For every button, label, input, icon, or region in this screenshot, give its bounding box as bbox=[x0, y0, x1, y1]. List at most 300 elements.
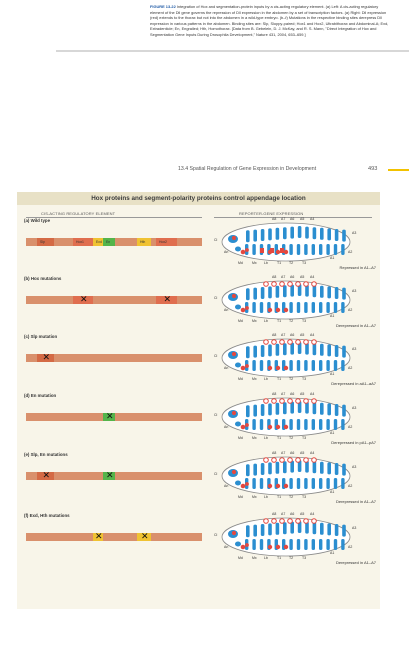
segment-label-lb: Lb bbox=[264, 377, 268, 381]
binding-site-label-hox2: Hox2 bbox=[159, 239, 167, 244]
stripe-dorsal bbox=[276, 523, 280, 535]
stripe-ventral bbox=[334, 419, 337, 430]
stripe-dorsal bbox=[327, 462, 331, 474]
stripe-dorsal bbox=[342, 230, 346, 242]
dll-spot-lb bbox=[245, 482, 249, 486]
head-antennal bbox=[235, 305, 241, 310]
segment-label-lb: Lb bbox=[264, 319, 268, 323]
stripe-ventral bbox=[319, 302, 322, 313]
head-antennal bbox=[235, 481, 241, 486]
embryo-diagram bbox=[214, 216, 364, 268]
mutation-x-mark: ✕ bbox=[141, 531, 149, 541]
dll-spot-abdomen bbox=[296, 458, 301, 463]
stripe-ventral bbox=[334, 478, 337, 489]
dll-spot-lb bbox=[245, 364, 249, 368]
stripe-ventral bbox=[319, 419, 322, 430]
dll-spot-head bbox=[232, 352, 236, 356]
figure-title: Hox proteins and segment-polarity proteins control appendage location bbox=[91, 195, 306, 202]
binding-site-label-slp: Slp bbox=[40, 239, 45, 244]
stripe-ventral bbox=[326, 419, 329, 430]
expression-result: Repressed in A1–A7 bbox=[339, 265, 376, 270]
segment-label-t2: T2 bbox=[289, 261, 294, 265]
stripe-ventral bbox=[304, 419, 307, 430]
segment-label-mx: Mx bbox=[252, 495, 257, 499]
stripe-dorsal bbox=[327, 228, 331, 240]
stripe-dorsal bbox=[261, 524, 265, 536]
panel-label: (e) Slp, En mutations bbox=[24, 452, 68, 457]
segment-label-md: Md bbox=[238, 495, 243, 499]
segment-label-lb: Lb bbox=[264, 495, 268, 499]
segment-label-a7: A7 bbox=[281, 333, 286, 337]
stripe-dorsal bbox=[342, 525, 346, 537]
dll-spot-abdomen bbox=[280, 340, 285, 345]
segment-label-a3: A3 bbox=[352, 406, 357, 410]
stripe-dorsal bbox=[246, 405, 250, 417]
stripe-dorsal bbox=[327, 523, 331, 535]
stripe-ventral bbox=[297, 419, 300, 430]
segment-label-a1: A1 bbox=[330, 431, 335, 435]
stripe-ventral bbox=[341, 360, 344, 371]
segment-label-a8: A8 bbox=[272, 512, 277, 516]
dll-spot-thorax bbox=[276, 366, 280, 370]
segment-label-a4: A4 bbox=[310, 392, 315, 396]
segment-label-a2: A2 bbox=[348, 308, 353, 312]
segment-label-a2: A2 bbox=[348, 366, 353, 370]
figure-caption-text: Integration of Hox and segmentation-protein inputs by a cis-acting regulatory element. (a) Left: A cis-acting regulatory element of the Dll gene governs the repression of Dll expression in the abdomen by a set of transcription factors. (a) Right: Dll expression (red) extends to the thorax but not into the abdomen in a wild-type embryo. (b–f) Mutations in the respective binding sites derepress Dll expression in various patterns in the abdomen. Binding sites are: Slp, Sloppy-paired; Hox1 and Hox2, Ultrabithorax and Abdominal-A; Exd, Extradenticle; En, Engrailed; Hth, Homothorax. [Data from B. Gebelein, D. J. McKay, and R. S. Mann, "Direct Integration of Hox and Segmentation Gene Inputs During Drosophila Development," Nature 431, 2004, 653–659.] bbox=[150, 4, 389, 37]
segment-label-a2: A2 bbox=[348, 545, 353, 549]
stripe-ventral bbox=[289, 539, 292, 550]
stripe-ventral bbox=[289, 478, 292, 489]
mutation-x-mark: ✕ bbox=[42, 470, 51, 480]
segment-label-a3: A3 bbox=[352, 289, 357, 293]
dll-spot-thorax bbox=[276, 250, 280, 254]
stripe-dorsal bbox=[313, 343, 317, 355]
dll-spot-head bbox=[232, 411, 236, 415]
dll-spot-abdomen bbox=[312, 519, 317, 524]
stripe-ventral bbox=[289, 419, 292, 430]
head-antennal bbox=[235, 363, 241, 368]
divider bbox=[56, 50, 409, 52]
stripe-ventral bbox=[341, 419, 344, 430]
segment-label-md: Md bbox=[238, 319, 243, 323]
stripe-dorsal bbox=[320, 344, 324, 356]
segment-label-a8: A8 bbox=[272, 217, 277, 221]
panel-b bbox=[17, 268, 380, 332]
stripe-dorsal bbox=[253, 346, 257, 358]
stripe-ventral bbox=[252, 360, 255, 371]
dll-spot-thorax bbox=[268, 484, 272, 488]
right-column-header: REPORTER-GENE EXPRESSION bbox=[239, 211, 304, 216]
segment-label-mx: Mx bbox=[252, 436, 257, 440]
stripe-ventral bbox=[304, 244, 307, 255]
panel-c bbox=[17, 326, 380, 390]
segment-label-a7: A7 bbox=[281, 392, 286, 396]
segment-label-mx: Mx bbox=[252, 377, 257, 381]
binding-site-label-hox1: Hox1 bbox=[76, 239, 84, 244]
figure-number: FIGURE 13-22 bbox=[150, 4, 176, 9]
dll-spot-abdomen bbox=[264, 519, 269, 524]
stripe-dorsal bbox=[268, 462, 272, 474]
dll-spot-thorax bbox=[268, 545, 272, 549]
stripe-dorsal bbox=[320, 403, 324, 415]
segment-label-cl: Cl bbox=[214, 533, 218, 537]
dll-spot-abdomen bbox=[312, 282, 317, 287]
stripe-dorsal bbox=[342, 405, 346, 417]
segment-label-a8: A8 bbox=[272, 451, 277, 455]
segment-label-t1: T1 bbox=[277, 377, 282, 381]
segment-label-a1: A1 bbox=[330, 314, 335, 318]
segment-label-cl: Cl bbox=[214, 413, 218, 417]
segment-label-a7: A7 bbox=[281, 451, 286, 455]
segment-label-a5: A5 bbox=[300, 275, 305, 279]
stripe-dorsal bbox=[335, 404, 339, 416]
segment-label-a6: A6 bbox=[290, 333, 295, 337]
segment-label-cl: Cl bbox=[214, 296, 218, 300]
segment-label-a3: A3 bbox=[352, 465, 357, 469]
stripe-dorsal bbox=[313, 285, 317, 297]
stripe-dorsal bbox=[246, 525, 250, 537]
segment-label-t1: T1 bbox=[277, 556, 282, 560]
expression-result: Derepressed in A1–A7 bbox=[335, 499, 376, 504]
stripe-dorsal bbox=[246, 288, 250, 300]
stripe-ventral bbox=[334, 360, 337, 371]
stripe-ventral bbox=[319, 244, 322, 255]
stripe-ventral bbox=[304, 302, 307, 313]
segment-label-t1: T1 bbox=[277, 436, 282, 440]
stripe-ventral bbox=[252, 478, 255, 489]
page-accent-bar bbox=[388, 169, 409, 171]
dll-spot-abdomen bbox=[272, 458, 277, 463]
segment-label-an: An bbox=[224, 425, 229, 429]
dll-spot-head bbox=[232, 531, 236, 535]
dll-spot-abdomen bbox=[288, 458, 293, 463]
dll-spot-abdomen bbox=[304, 340, 309, 345]
segment-label-a6: A6 bbox=[290, 512, 295, 516]
segment-label-md: Md bbox=[238, 436, 243, 440]
stripe-dorsal bbox=[261, 229, 265, 241]
figure-13-22 bbox=[17, 192, 380, 609]
dll-spot-thorax bbox=[284, 308, 288, 312]
panel-f bbox=[17, 505, 380, 569]
dll-spot-thorax bbox=[268, 308, 272, 312]
stripe-dorsal bbox=[298, 226, 302, 238]
dll-spot-thorax bbox=[284, 545, 288, 549]
expression-result: Derepressed in aA1–aA7 bbox=[331, 381, 376, 386]
segment-label-a3: A3 bbox=[352, 231, 357, 235]
segment-label-mx: Mx bbox=[252, 556, 257, 560]
stripe-ventral bbox=[304, 539, 307, 550]
stripe-dorsal bbox=[283, 227, 287, 239]
segment-label-t3: T3 bbox=[302, 495, 307, 499]
stripe-dorsal bbox=[320, 228, 324, 240]
segment-label-a1: A1 bbox=[330, 490, 335, 494]
segment-label-t2: T2 bbox=[289, 377, 294, 381]
segment-label-a5: A5 bbox=[300, 512, 305, 516]
dll-spot-thorax bbox=[284, 484, 288, 488]
dll-spot-mx bbox=[241, 484, 246, 489]
segment-label-t1: T1 bbox=[277, 495, 282, 499]
segment-label-an: An bbox=[224, 366, 229, 370]
stripe-dorsal bbox=[268, 403, 272, 415]
stripe-ventral bbox=[252, 539, 255, 550]
expression-result: Derepressed in A1–A7 bbox=[335, 560, 376, 565]
dll-patch-wt bbox=[280, 248, 284, 253]
figure-caption bbox=[150, 4, 390, 38]
stripe-ventral bbox=[334, 302, 337, 313]
dll-spot-mx bbox=[241, 308, 246, 313]
mutation-x-mark: ✕ bbox=[106, 470, 114, 480]
dll-spot-abdomen bbox=[280, 399, 285, 404]
stripe-dorsal bbox=[320, 462, 324, 474]
stripe-dorsal bbox=[283, 522, 287, 534]
stripe-ventral bbox=[260, 302, 263, 313]
stripe-ventral bbox=[312, 302, 315, 313]
dll-spot-abdomen bbox=[280, 458, 285, 463]
segment-label-a1: A1 bbox=[330, 551, 335, 555]
segment-label-a3: A3 bbox=[352, 347, 357, 351]
stripe-ventral bbox=[260, 478, 263, 489]
panel-label: (a) Wild type bbox=[24, 218, 51, 223]
stripe-ventral bbox=[312, 478, 315, 489]
segment-label-a4: A4 bbox=[310, 512, 315, 516]
segment-label-a4: A4 bbox=[310, 451, 315, 455]
stripe-ventral bbox=[312, 244, 315, 255]
dll-spot-head bbox=[232, 294, 236, 298]
dll-spot-mx bbox=[241, 545, 246, 550]
stripe-ventral bbox=[319, 360, 322, 371]
stripe-ventral bbox=[297, 478, 300, 489]
stripe-ventral bbox=[312, 539, 315, 550]
dll-spot-mx bbox=[241, 425, 246, 430]
stripe-dorsal bbox=[320, 286, 324, 298]
stripe-dorsal bbox=[335, 463, 339, 475]
segment-label-t2: T2 bbox=[289, 319, 294, 323]
dll-spot-thorax bbox=[276, 545, 280, 549]
stripe-ventral bbox=[304, 360, 307, 371]
stripe-dorsal bbox=[320, 523, 324, 535]
segment-label-a8: A8 bbox=[272, 333, 277, 337]
stripe-ventral bbox=[341, 539, 344, 550]
stripe-dorsal bbox=[342, 346, 346, 358]
expression-result: Derepressed in pA1–pA7 bbox=[331, 440, 376, 445]
stripe-dorsal bbox=[313, 522, 317, 534]
dll-spot-abdomen bbox=[312, 458, 317, 463]
segment-label-t2: T2 bbox=[289, 436, 294, 440]
dll-spot-abdomen bbox=[272, 282, 277, 287]
mutation-x-mark: ✕ bbox=[42, 352, 51, 362]
stripe-dorsal bbox=[246, 230, 250, 242]
stripe-ventral bbox=[297, 244, 300, 255]
head-antennal bbox=[235, 542, 241, 547]
section-title: 13.4 Spatial Regulation of Gene Expression in Development bbox=[178, 166, 317, 172]
stripe-dorsal bbox=[342, 288, 346, 300]
stripe-dorsal bbox=[261, 287, 265, 299]
stripe-ventral bbox=[252, 419, 255, 430]
head-antennal bbox=[235, 422, 241, 427]
stripe-ventral bbox=[341, 244, 344, 255]
segment-label-a6: A6 bbox=[290, 275, 295, 279]
stripe-dorsal bbox=[276, 462, 280, 474]
dll-spot-mx bbox=[241, 250, 246, 255]
segment-label-a6: A6 bbox=[290, 392, 295, 396]
segment-label-a1: A1 bbox=[330, 372, 335, 376]
stripe-dorsal bbox=[268, 228, 272, 240]
left-column-header: CIS-ACTING REGULATORY ELEMENT bbox=[41, 211, 116, 216]
segment-label-lb: Lb bbox=[264, 556, 268, 560]
segment-label-t3: T3 bbox=[302, 377, 307, 381]
stripe-ventral bbox=[252, 302, 255, 313]
dll-spot-thorax bbox=[276, 308, 280, 312]
stripe-dorsal bbox=[253, 230, 257, 242]
stripe-ventral bbox=[326, 360, 329, 371]
dll-patch-wt bbox=[270, 248, 274, 253]
mutation-x-mark: ✕ bbox=[106, 411, 114, 421]
segment-label-a7: A7 bbox=[281, 217, 286, 221]
dll-spot-abdomen bbox=[288, 282, 293, 287]
segment-label-t2: T2 bbox=[289, 495, 294, 499]
dll-spot-lb bbox=[245, 306, 249, 310]
segment-label-t3: T3 bbox=[302, 436, 307, 440]
segment-label-a8: A8 bbox=[272, 392, 277, 396]
regulatory-element bbox=[26, 413, 202, 421]
stripe-ventral bbox=[304, 478, 307, 489]
embryo-diagram bbox=[214, 391, 364, 443]
panel-d bbox=[17, 385, 380, 449]
dll-spot-abdomen bbox=[304, 458, 309, 463]
segment-label-a4: A4 bbox=[310, 217, 315, 221]
stripe-dorsal bbox=[313, 227, 317, 239]
segment-label-a2: A2 bbox=[348, 250, 353, 254]
page-number: 493 bbox=[368, 166, 378, 172]
segment-label-lb: Lb bbox=[264, 436, 268, 440]
dll-spot-abdomen bbox=[288, 399, 293, 404]
segment-label-an: An bbox=[224, 308, 229, 312]
stripe-dorsal bbox=[276, 344, 280, 356]
dll-spot-head bbox=[232, 470, 236, 474]
stripe-ventral bbox=[260, 539, 263, 550]
stripe-dorsal bbox=[335, 345, 339, 357]
mutation-x-mark: ✕ bbox=[95, 531, 103, 541]
dll-spot-lb bbox=[245, 423, 249, 427]
stripe-dorsal bbox=[335, 524, 339, 536]
dll-spot-thorax bbox=[268, 425, 272, 429]
segment-label-md: Md bbox=[238, 377, 243, 381]
head-antennal bbox=[235, 247, 241, 252]
segment-label-an: An bbox=[224, 484, 229, 488]
stripe-ventral bbox=[260, 360, 263, 371]
regulatory-element bbox=[26, 472, 202, 480]
dll-spot-abdomen bbox=[296, 340, 301, 345]
stripe-ventral bbox=[312, 360, 315, 371]
panel-e bbox=[17, 444, 380, 508]
stripe-dorsal bbox=[276, 228, 280, 240]
dll-spot-abdomen bbox=[272, 399, 277, 404]
segment-label-t2: T2 bbox=[289, 556, 294, 560]
stripe-ventral bbox=[319, 539, 322, 550]
panel-a bbox=[17, 210, 380, 274]
regulatory-element bbox=[26, 354, 202, 362]
segment-label-a7: A7 bbox=[281, 512, 286, 516]
dll-spot-thorax bbox=[276, 425, 280, 429]
stripe-dorsal bbox=[283, 285, 287, 297]
stripe-dorsal bbox=[276, 403, 280, 415]
segment-label-cl: Cl bbox=[214, 238, 218, 242]
embryo-diagram bbox=[214, 332, 364, 384]
dll-spot-abdomen bbox=[296, 282, 301, 287]
stripe-ventral bbox=[289, 302, 292, 313]
dll-spot-abdomen bbox=[296, 519, 301, 524]
binding-site-label-en: En bbox=[106, 239, 111, 244]
segment-label-t3: T3 bbox=[302, 319, 307, 323]
segment-label-an: An bbox=[224, 545, 229, 549]
segment-label-a3: A3 bbox=[352, 526, 357, 530]
segment-label-t1: T1 bbox=[277, 319, 282, 323]
stripe-ventral bbox=[289, 360, 292, 371]
stripe-ventral bbox=[334, 244, 337, 255]
stripe-dorsal bbox=[335, 229, 339, 241]
dll-spot-abdomen bbox=[272, 519, 277, 524]
segment-label-lb: Lb bbox=[264, 261, 268, 265]
stripe-ventral bbox=[252, 244, 255, 255]
stripe-ventral bbox=[326, 478, 329, 489]
stripe-dorsal bbox=[253, 405, 257, 417]
segment-label-a2: A2 bbox=[348, 425, 353, 429]
panel-label: (c) Slp mutation bbox=[24, 334, 58, 339]
mutation-x-mark: ✕ bbox=[163, 294, 172, 304]
stripe-ventral bbox=[341, 302, 344, 313]
embryo-diagram bbox=[214, 274, 364, 326]
segment-label-a5: A5 bbox=[300, 333, 305, 337]
binding-site-label-exd: Exd bbox=[96, 239, 102, 244]
stripe-dorsal bbox=[268, 523, 272, 535]
dll-spot-lb bbox=[245, 543, 249, 547]
mutation-x-mark: ✕ bbox=[80, 294, 88, 304]
dll-spot-abdomen bbox=[288, 340, 293, 345]
dll-spot-thorax bbox=[284, 425, 288, 429]
dll-spot-lb bbox=[245, 248, 249, 252]
stripe-dorsal bbox=[313, 461, 317, 473]
embryo-diagram bbox=[214, 450, 364, 502]
panel-label: (f) Exd, Hth mutations bbox=[24, 513, 70, 518]
segment-label-a4: A4 bbox=[310, 275, 315, 279]
dll-spot-abdomen bbox=[304, 519, 309, 524]
stripe-dorsal bbox=[283, 402, 287, 414]
panel-label: (d) En mutation bbox=[24, 393, 57, 398]
stripe-ventral bbox=[326, 539, 329, 550]
stripe-ventral bbox=[260, 419, 263, 430]
dll-spot-abdomen bbox=[296, 399, 301, 404]
segment-label-md: Md bbox=[238, 261, 243, 265]
dll-spot-thorax bbox=[268, 366, 272, 370]
segment-label-a5: A5 bbox=[300, 217, 305, 221]
stripe-dorsal bbox=[261, 345, 265, 357]
stripe-dorsal bbox=[253, 525, 257, 537]
dll-spot-thorax bbox=[284, 250, 288, 254]
segment-label-cl: Cl bbox=[214, 354, 218, 358]
dll-spot-abdomen bbox=[312, 340, 317, 345]
dll-spot-abdomen bbox=[304, 399, 309, 404]
segment-label-a7: A7 bbox=[281, 275, 286, 279]
stripe-dorsal bbox=[313, 402, 317, 414]
segment-label-cl: Cl bbox=[214, 472, 218, 476]
segment-label-a2: A2 bbox=[348, 484, 353, 488]
stripe-dorsal bbox=[253, 464, 257, 476]
stripe-dorsal bbox=[335, 287, 339, 299]
segment-label-mx: Mx bbox=[252, 319, 257, 323]
dll-spot-abdomen bbox=[264, 340, 269, 345]
stripe-ventral bbox=[326, 244, 329, 255]
segment-label-mx: Mx bbox=[252, 261, 257, 265]
